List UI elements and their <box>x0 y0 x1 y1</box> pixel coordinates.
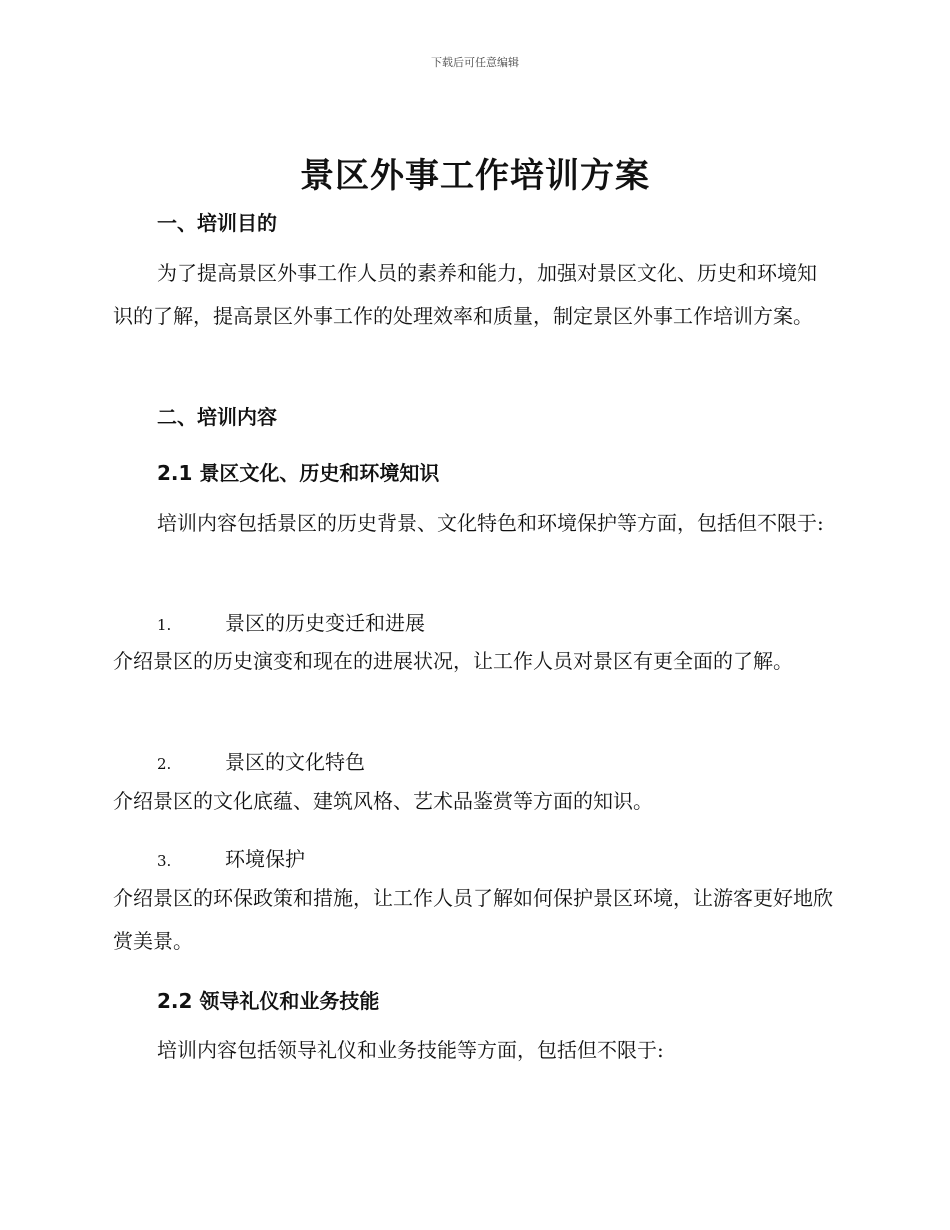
list-number: 1. <box>157 616 172 634</box>
list-item <box>157 607 425 636</box>
list-label: 环境保护 <box>225 847 305 871</box>
list-number: 3. <box>157 852 172 870</box>
section-1-paragraph: 为了提高景区外事工作人员的素养和能力，加强对景区文化、历史和环境知识的了解，提高景区外事工作的处理效率和质量，制定景区外事工作培训方案。 <box>113 261 817 328</box>
list-item <box>157 843 305 872</box>
list-item <box>157 746 365 775</box>
section-2-1-heading: 2.1 景区文化、历史和环境知识 <box>157 461 440 485</box>
section-2-1-paragraph: 培训内容包括景区的历史背景、文化特色和环境保护等方面，包括但不限于: <box>157 511 824 535</box>
list-label: 景区的文化特色 <box>225 750 365 774</box>
section-2-2-paragraph: 培训内容包括领导礼仪和业务技能等方面，包括但不限于: <box>157 1038 664 1062</box>
header-note: 下载后可任意编辑 <box>431 56 519 69</box>
list-description: 介绍景区的环保政策和措施，让工作人员了解如何保护景区环境，让游客更好地欣赏美景。 <box>113 886 833 953</box>
list-number: 2. <box>157 755 172 773</box>
section-1-heading: 一、培训目的 <box>157 211 277 235</box>
list-description: 介绍景区的历史演变和现在的进展状况，让工作人员对景区有更全面的了解。 <box>113 649 793 673</box>
list-label: 景区的历史变迁和进展 <box>225 611 425 635</box>
section-2-2-heading: 2.2 领导礼仪和业务技能 <box>157 989 380 1013</box>
section-2-heading: 二、培训内容 <box>157 405 277 429</box>
document-title: 景区外事工作培训方案 <box>300 156 650 196</box>
list-description: 介绍景区的文化底蕴、建筑风格、艺术品鉴赏等方面的知识。 <box>113 789 653 813</box>
